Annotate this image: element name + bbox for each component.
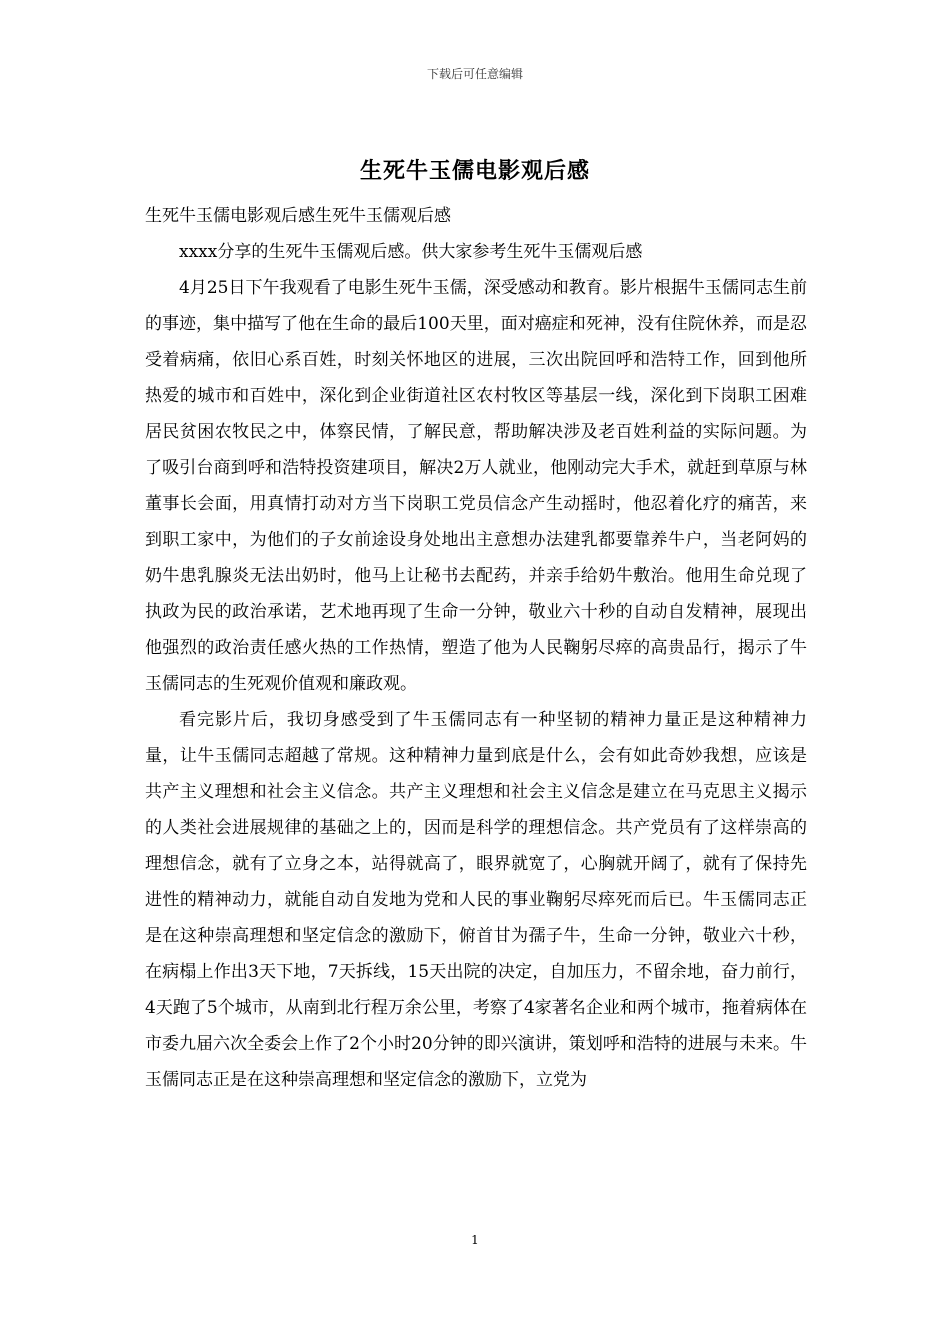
body-paragraph-1: 4月25日下午我观看了电影生死牛玉儒，深受感动和教育。影片根据牛玉儒同志生前的事迹，集中描写了他在生命的最后100天里，面对癌症和死神，没有住院休养，而是忍受着病痛，依旧心系百姓，时刻关怀地区的进展，三次出院回呼和浩特工作，回到他所热爱的城市和百姓中，深化到企业街道社区农村牧区等基层一线，深化到下岗职工困难居民贫困农牧民之中，体察民情，了解民意，帮助解决涉及老百姓利益的实际问题。为了吸引台商到呼和浩特投资建项目，解决2万人就业，他刚动完大手术，就赶到草原与林董事长会面，用真情打动对方当下岗职工党员信念产生动摇时，他忍着化疗的痛苦，来到职工家中，为他们的子女前途设身处地出主意想办法建乳都要靠养牛户，当老阿妈的奶牛患乳腺炎无法出奶时，他马上让秘书去配药，并亲手给奶牛敷治。他用生命兑现了执政为民的政治承诺，艺术地再现了生命一分钟，敬业六十秒的自动自发精神，展现出他强烈的政治责任感火热的工作热情，塑造了他为人民鞠躬尽瘁的高贵品行，揭示了牛玉儒同志的生死观价值观和廉政观。 — [145, 278, 807, 694]
subtitle-line: 生死牛玉儒电影观后感生死牛玉儒观后感 — [145, 206, 451, 226]
document-body — [145, 198, 807, 1098]
page-number: 1 — [471, 1233, 479, 1247]
intro-paragraph: xxxx分享的生死牛玉儒观后感。供大家参考生死牛玉儒观后感 — [179, 242, 643, 262]
body-paragraph-2: 看完影片后，我切身感受到了牛玉儒同志有一种坚韧的精神力量正是这种精神力量，让牛玉儒同志超越了常规。这种精神力量到底是什么，会有如此奇妙我想，应该是共产主义理想和社会主义信念。共产主义理想和社会主义信念是建立在马克思主义揭示的人类社会进展规律的基础之上的，因而是科学的理想信念。共产党员有了这样崇高的理想信念，就有了立身之本，站得就高了，眼界就宽了，心胸就开阔了，就有了保持先进性的精神动力，就能自动自发地为党和人民的事业鞠躬尽瘁死而后已。牛玉儒同志正是在这种崇高理想和坚定信念的激励下，俯首甘为孺子牛，生命一分钟，敬业六十秒，在病榻上作出3天下地，7天拆线，15天出院的决定，自加压力，不留余地，奋力前行，4天跑了5个城市，从南到北行程万余公里，考察了4家著名企业和两个城市，拖着病体在市委九届六次全委会上作了2个小时20分钟的即兴演讲，策划呼和浩特的进展与未来。牛玉儒同志正是在这种崇高理想和坚定信念的激励下，立党为 — [145, 710, 807, 1090]
page-header-note: 下载后可任意编辑 — [426, 67, 523, 81]
document-title: 生死牛玉儒电影观后感 — [359, 158, 590, 184]
